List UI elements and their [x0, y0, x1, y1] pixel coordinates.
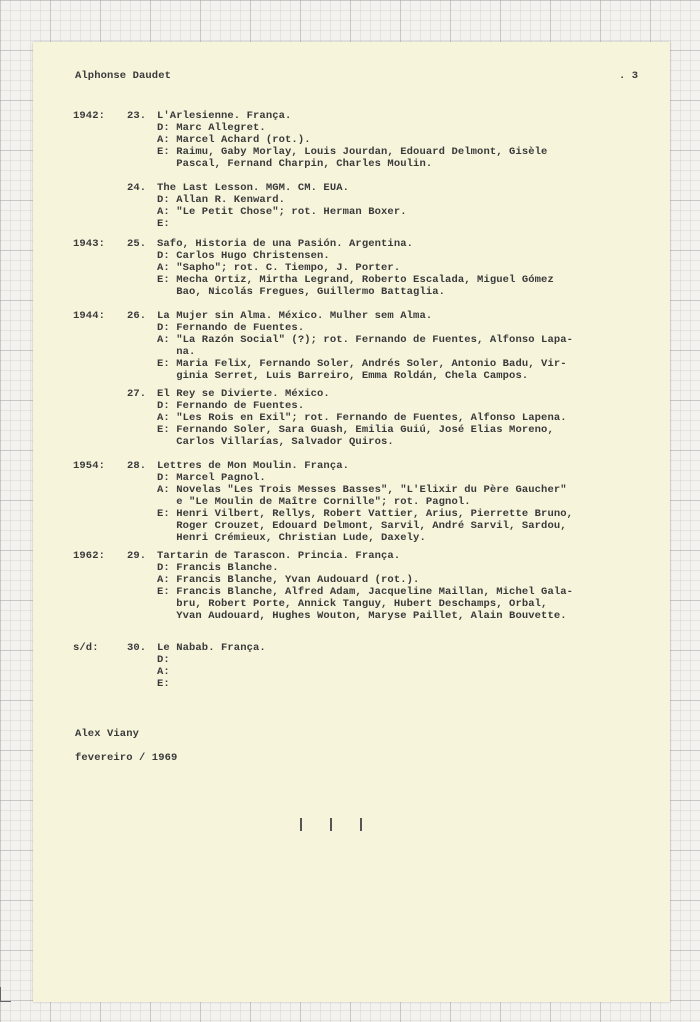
paper-edge-mark — [0, 987, 11, 1002]
entry-detail-line: na. — [157, 346, 196, 358]
entry-number: 28. — [127, 460, 147, 472]
entry-detail-line: ginia Serret, Luis Barreiro, Emma Roldán, Chela Campos. — [157, 370, 529, 382]
entry-number: 27. — [127, 388, 147, 400]
entry-detail-line: A: Francis Blanche, Yvan Audouard (rot.). — [157, 574, 420, 586]
entry-number: 26. — [127, 310, 147, 322]
entry-detail-line: D: Fernando de Fuentes. — [157, 322, 305, 334]
entry-detail-line: E: — [157, 678, 170, 690]
entry-detail-line: E: Fernando Soler, Sara Guash, Emilia Guiú, José Elias Moreno, — [157, 424, 554, 436]
entry-detail-line: D: Marcel Pagnol. — [157, 472, 266, 484]
entry-year: 1962: — [73, 550, 106, 562]
entry-year: 1954: — [73, 460, 106, 472]
entry-detail-line: D: Francis Blanche. — [157, 562, 279, 574]
entry-detail-line: D: Carlos Hugo Christensen. — [157, 250, 330, 262]
footer-mark — [330, 818, 332, 831]
entry-detail-line: E: Henri Vilbert, Rellys, Robert Vattier, Arius, Pierrette Bruno, — [157, 508, 574, 520]
signature-date: fevereiro / 1969 — [75, 752, 178, 764]
entry-detail-line: D: Fernando de Fuentes. — [157, 400, 305, 412]
entry-detail-line: A: — [157, 666, 170, 678]
author-heading: Alphonse Daudet — [75, 70, 172, 82]
document-page — [33, 42, 670, 1002]
entry-title: The Last Lesson. MGM. CM. EUA. — [157, 182, 350, 194]
entry-detail-line: A: "La Razón Social" (?); rot. Fernando de Fuentes, Alfonso Lapa- — [157, 334, 574, 346]
footer-mark — [360, 818, 362, 831]
entry-detail-line: Henri Crémieux, Christian Lude, Daxely. — [157, 532, 426, 544]
entry-detail-line: D: — [157, 654, 170, 666]
entry-detail-line: Bao, Nicolás Fregues, Guillermo Battaglia. — [157, 286, 446, 298]
entry-detail-line: e "Le Moulin de Maître Cornille"; rot. Pagnol. — [157, 496, 471, 508]
entry-detail-line: A: "Sapho"; rot. C. Tiempo, J. Porter. — [157, 262, 401, 274]
entry-number: 24. — [127, 182, 147, 194]
entry-detail-line: Carlos Villarías, Salvador Quiros. — [157, 436, 394, 448]
entry-detail-line: E: Mecha Ortiz, Mirtha Legrand, Roberto Escalada, Miguel Gómez — [157, 274, 554, 286]
entry-title: Safo, Historia de una Pasión. Argentina. — [157, 238, 414, 250]
entry-detail-line: Pascal, Fernand Charpin, Charles Moulin. — [157, 158, 433, 170]
entry-detail-line: A: "Les Rois en Exil"; rot. Fernando de Fuentes, Alfonso Lapena. — [157, 412, 567, 424]
entry-detail-line: A: Marcel Achard (rot.). — [157, 134, 311, 146]
entry-detail-line: A: Novelas "Les Trois Messes Basses", "L'Elixir du Père Gaucher" — [157, 484, 567, 496]
entry-year: 1943: — [73, 238, 106, 250]
entry-year: 1944: — [73, 310, 106, 322]
footer-mark — [300, 818, 302, 831]
entry-title: Lettres de Mon Moulin. França. — [157, 460, 350, 472]
entry-detail-line: E: — [157, 218, 170, 230]
entry-year: 1942: — [73, 110, 106, 122]
entry-title: Tartarin de Tarascon. Princia. França. — [157, 550, 401, 562]
entry-title: L'Arlesienne. França. — [157, 110, 292, 122]
entry-title: Le Nabab. França. — [157, 642, 266, 654]
entry-detail-line: D: Marc Allegret. — [157, 122, 266, 134]
entry-number: 30. — [127, 642, 147, 654]
entry-detail-line: E: Maria Felix, Fernando Soler, Andrés Soler, Antonio Badu, Vir- — [157, 358, 567, 370]
entry-detail-line: Yvan Audouard, Hughes Wouton, Maryse Paillet, Alain Bouvette. — [157, 610, 567, 622]
entry-title: La Mujer sin Alma. México. Mulher sem Alma. — [157, 310, 433, 322]
author-signature: Alex Viany — [75, 728, 140, 740]
entry-year: s/d: — [73, 642, 99, 654]
entry-detail-line: E: Raimu, Gaby Morlay, Louis Jourdan, Edouard Delmont, Gisèle — [157, 146, 548, 158]
entry-number: 25. — [127, 238, 147, 250]
entry-number: 29. — [127, 550, 147, 562]
entry-title: El Rey se Divierte. México. — [157, 388, 330, 400]
entry-detail-line: D: Allan R. Kenward. — [157, 194, 286, 206]
entry-number: 23. — [127, 110, 147, 122]
page-number: . 3 — [619, 70, 639, 82]
entry-detail-line: A: "Le Petit Chose"; rot. Herman Boxer. — [157, 206, 407, 218]
entry-detail-line: E: Francis Blanche, Alfred Adam, Jacqueline Maillan, Michel Gala- — [157, 586, 574, 598]
entry-detail-line: Roger Crouzet, Edouard Delmont, Sarvil, André Sarvil, Sardou, — [157, 520, 567, 532]
entry-detail-line: bru, Robert Porte, Annick Tanguy, Hubert Deschamps, Orbal, — [157, 598, 548, 610]
